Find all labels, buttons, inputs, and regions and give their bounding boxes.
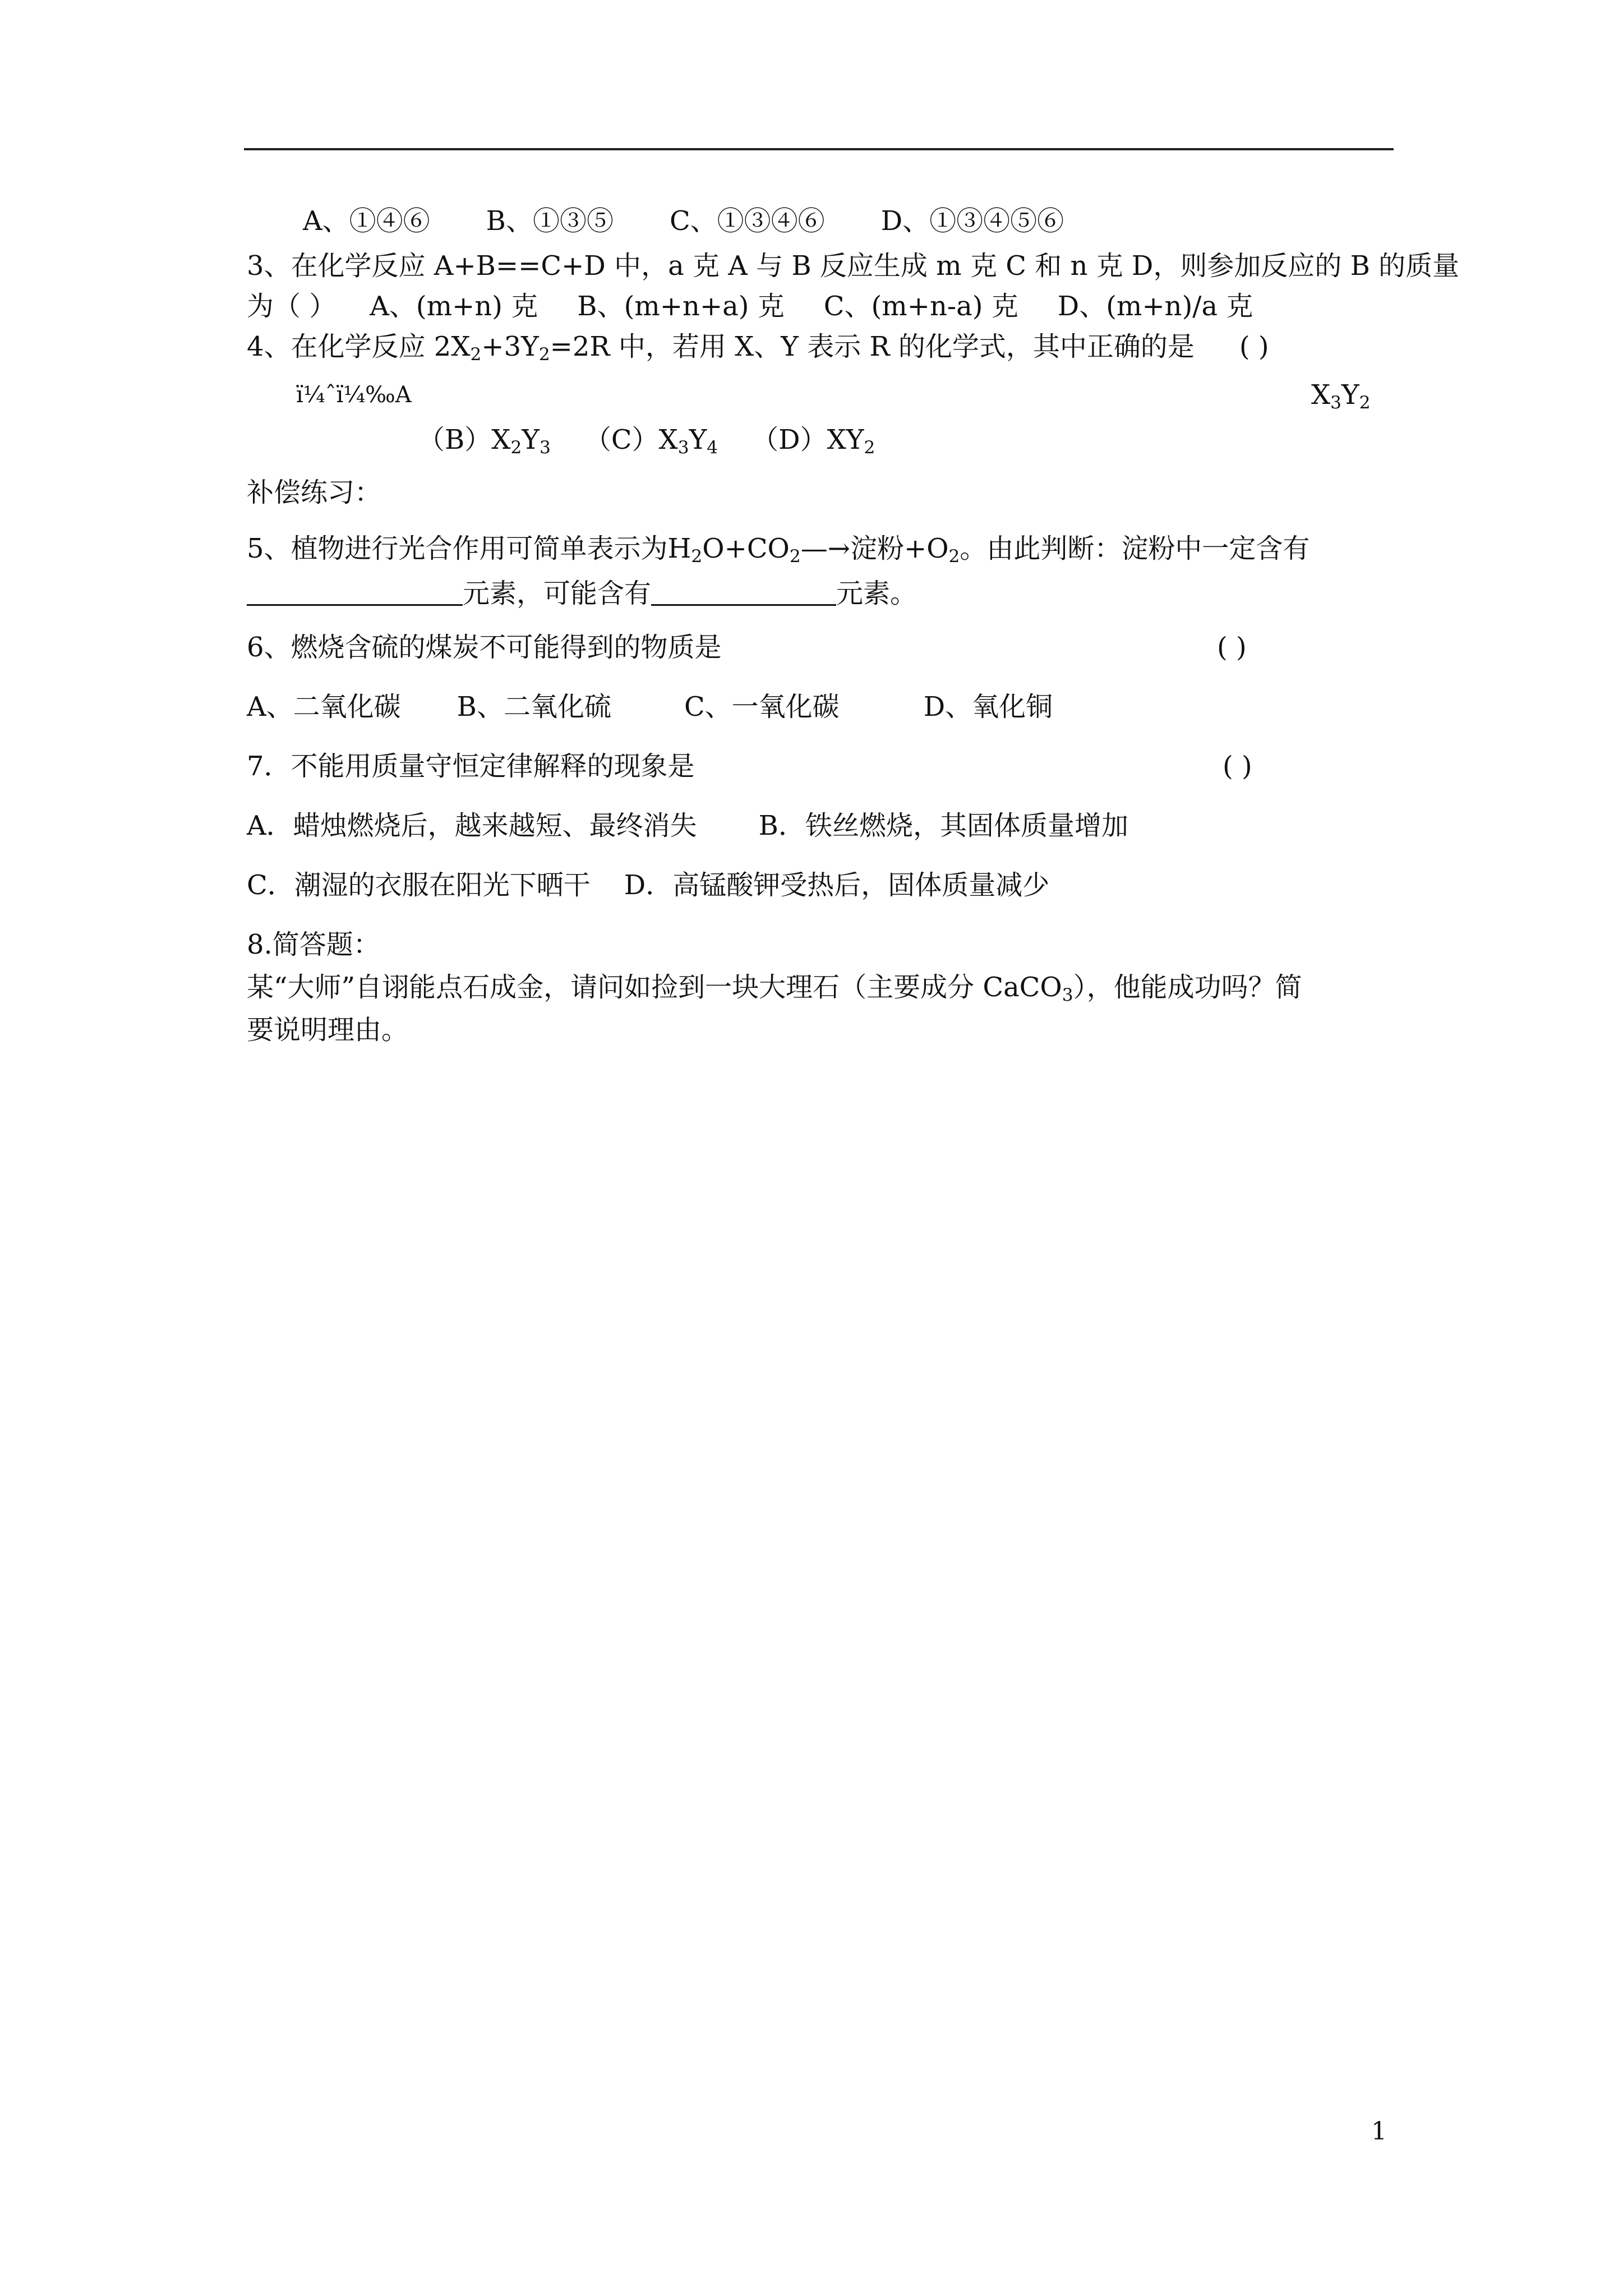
q8-text-line1: [247, 969, 1302, 1005]
q4-formula-part: Y: [1341, 379, 1359, 411]
q3-stem-end: 为（ ）: [247, 291, 336, 322]
q4-subscript: 2: [864, 437, 875, 458]
q4-stem: [247, 329, 1269, 365]
q4-subscript: 2: [470, 344, 482, 365]
header-rule: [244, 148, 1394, 150]
q5-stem: [247, 531, 1310, 567]
section-title: 补偿练习：: [247, 477, 382, 508]
q6-option-a: A、二氧化碳: [247, 691, 401, 723]
q7-option-b: B．铁丝燃烧，其固体质量增加: [758, 810, 1128, 841]
q8-text-line2: 要说明理由。: [247, 1014, 409, 1046]
q2-option-d: D、①③④⑤⑥: [880, 205, 1064, 237]
q4-formula-part: （C）X: [584, 424, 678, 455]
q4-subscript: 2: [538, 344, 550, 365]
q8-subscript: 3: [1062, 984, 1073, 1005]
q4-subscript: 3: [1330, 392, 1342, 413]
q6-stem: 6、燃烧含硫的煤炭不可能得到的物质是: [247, 632, 722, 663]
q6-option-b: B、二氧化硫: [457, 691, 611, 723]
q5-subscript: 2: [691, 546, 703, 567]
q5-blank-1[interactable]: [247, 576, 463, 606]
q8-text: 某“大师”自诩能点石成金，请问如捡到一块大理石（主要成分 CaCO: [247, 972, 1062, 1003]
q4-subscript: 2: [1359, 392, 1371, 413]
q4-stem-part: +3Y: [481, 331, 539, 362]
q5-text: 5、植物进行光合作用可简单表示为H: [247, 533, 691, 564]
q4-answer-bracket: ( ): [1239, 331, 1269, 362]
q6-answer-bracket: ( ): [1217, 632, 1247, 663]
q4-subscript: 2: [510, 437, 522, 458]
q4-option-b: [418, 424, 551, 458]
q4-formula-part: Y: [689, 424, 707, 455]
q2-option-b: B、①③⑤: [486, 205, 614, 237]
q7-option-a: A．蜡烛燃烧后，越来越短、最终消失: [247, 810, 697, 841]
q7-options-ab: [247, 808, 1128, 844]
q5-blank-2[interactable]: [651, 576, 836, 606]
q7-option-c: C．潮湿的衣服在阳光下晒干: [247, 869, 591, 901]
q4-option-c: [584, 424, 718, 458]
q8-text: ），他能成功吗？简: [1073, 972, 1302, 1003]
q4-option-a-formula: [1311, 377, 1371, 413]
q4-options: [418, 422, 875, 458]
q4-stem-part: 4、在化学反应 2X: [247, 331, 471, 362]
q5-text: 元素，可能含有: [463, 578, 652, 609]
q5-text: 。由此判断：淀粉中一定含有: [960, 533, 1310, 564]
q7-stem: 7．不能用质量守恒定律解释的现象是: [247, 751, 695, 782]
page-number: 1: [1371, 2117, 1387, 2146]
q5-text: —→淀粉+O: [800, 533, 949, 564]
q4-formula-part: （B）X: [418, 424, 511, 455]
q3-options: [247, 288, 1253, 324]
q6-option-c: C、一氧化碳: [684, 691, 840, 723]
q4-formula-part: （D）XY: [751, 424, 864, 455]
q4-stem-part: =2R 中，若用 X、Y 表示 R 的化学式，其中正确的是: [550, 331, 1195, 362]
q5-subscript: 2: [789, 546, 801, 567]
q4-formula-part: X: [1311, 379, 1331, 411]
q7-option-d: D．高锰酸钾受热后，固体质量减少: [624, 869, 1050, 901]
q4-subscript: 3: [539, 437, 551, 458]
q5-subscript: 2: [948, 546, 960, 567]
q8-title: 8.简答题：: [247, 929, 380, 960]
q3-option-d: D、(m+n)/a 克: [1057, 291, 1253, 322]
q2-option-c: C、①③④⑥: [669, 205, 825, 237]
q3-option-a: A、(m+n) 克: [370, 291, 538, 322]
q4-garbled-text: ï¼ˆï¼‰A: [296, 382, 412, 408]
q5-text: 元素。: [836, 578, 917, 609]
q2-options: [303, 203, 1064, 239]
q6-options: [247, 689, 1053, 725]
q3-stem: 3、在化学反应 A+B==C+D 中，a 克 A 与 B 反应生成 m 克 C 和 n 克 D，则参加反应的 B 的质量: [247, 250, 1460, 282]
q3-option-b: B、(m+n+a) 克: [577, 291, 785, 322]
q4-subscript: 3: [677, 437, 689, 458]
q5-text: O+CO: [702, 533, 790, 564]
q2-option-a: A、①④⑥: [303, 205, 430, 237]
q7-options-cd: [247, 867, 1049, 903]
q6-option-d: D、氧化铜: [923, 691, 1053, 723]
q4-subscript: 4: [707, 437, 718, 458]
q7-answer-bracket: ( ): [1223, 751, 1252, 782]
q4-option-d: [751, 424, 875, 458]
q5-blanks: [247, 576, 917, 611]
q4-formula-part: Y: [522, 424, 540, 455]
q3-option-c: C、(m+n-a) 克: [823, 291, 1018, 322]
